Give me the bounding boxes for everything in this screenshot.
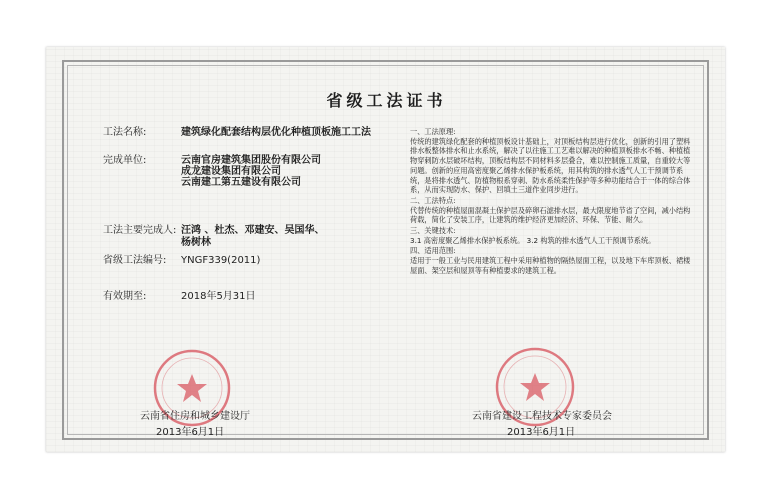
validity-value: 2018年5月31日 <box>181 291 256 302</box>
left-issuer: 云南省住房和城乡建设厅 <box>140 411 250 422</box>
people-label: 工法主要完成人: <box>103 225 177 236</box>
method-name-value: 建筑绿化配套结构层优化种植顶板施工工法 <box>181 127 371 138</box>
number-label: 省级工法编号: <box>103 255 167 266</box>
left-issue-date: 2013年6月1日 <box>156 427 225 438</box>
section-1-heading: 一、工法原理: <box>410 127 456 136</box>
unit-label: 完成单位: <box>103 155 147 166</box>
people-line-1: 汪鸿 、杜杰、邓建安、吴国华、 <box>181 225 325 236</box>
section-4-heading: 四、适用范围: <box>410 246 456 256</box>
section-1-text: 传统的建筑绿化配套的种植顶板设计基础上，对顶板结构层进行优化，创新的引用了塑料排水板整体排水和止水系统，解决了以往施工工艺难以解决的种植顶板排水不畅、种植植物穿刺防水层破坏结构，顶板结构层不同材料多层叠合，难以控制施工质量，自重较大等问题。创新的应用高密度聚乙烯排水保护板系统，用其构筑的排水透气人工干预调节系统，是将排水透气、防植物根系穿刺、防水系统柔性保护等多种功能结合于一体的综合体系，从而实现防水、保护、回填土三道作业同步进行。 <box>410 136 691 195</box>
method-description <box>410 126 695 276</box>
section-3-text: 3.1 高密度聚乙烯排水保护板系统。 3.2 构筑的排水透气人工干预调节系统。 <box>410 235 656 245</box>
section-4-text: 适用于一般工业与民用建筑工程中采用种植物的隔热屋面工程，以及地下车库顶板、裙楼屋面、架空层和屋顶等有种植要求的建筑工程。 <box>410 256 691 275</box>
certificate-title: 省级工法证书 <box>326 91 447 110</box>
unit-3: 云南建工第五建设有限公司 <box>181 177 301 188</box>
section-2-heading: 二、工法特点: <box>410 195 456 205</box>
right-issue-date: 2013年6月1日 <box>507 427 576 438</box>
right-issuer: 云南省建设工程技术专家委员会 <box>472 411 612 422</box>
method-name-label: 工法名称: <box>103 127 147 138</box>
section-3-heading: 三、关键技术: <box>410 226 456 236</box>
unit-1: 云南官房建筑集团股份有限公司 <box>181 155 321 166</box>
validity-label: 有效期至: <box>103 291 147 302</box>
section-2-text: 代替传统的种植屋面混凝土保护层及碎卵石滤排水层，最大限度地节省了空间，减小结构荷载，简化了安装工序，让建筑的维护经济更加经济、环保、节能、耐久。 <box>410 205 691 225</box>
people-line-2: 杨树林 <box>181 237 211 248</box>
unit-2: 成龙建设集团有限公司 <box>181 166 281 177</box>
number-value: YNGF339(2011) <box>181 255 261 266</box>
